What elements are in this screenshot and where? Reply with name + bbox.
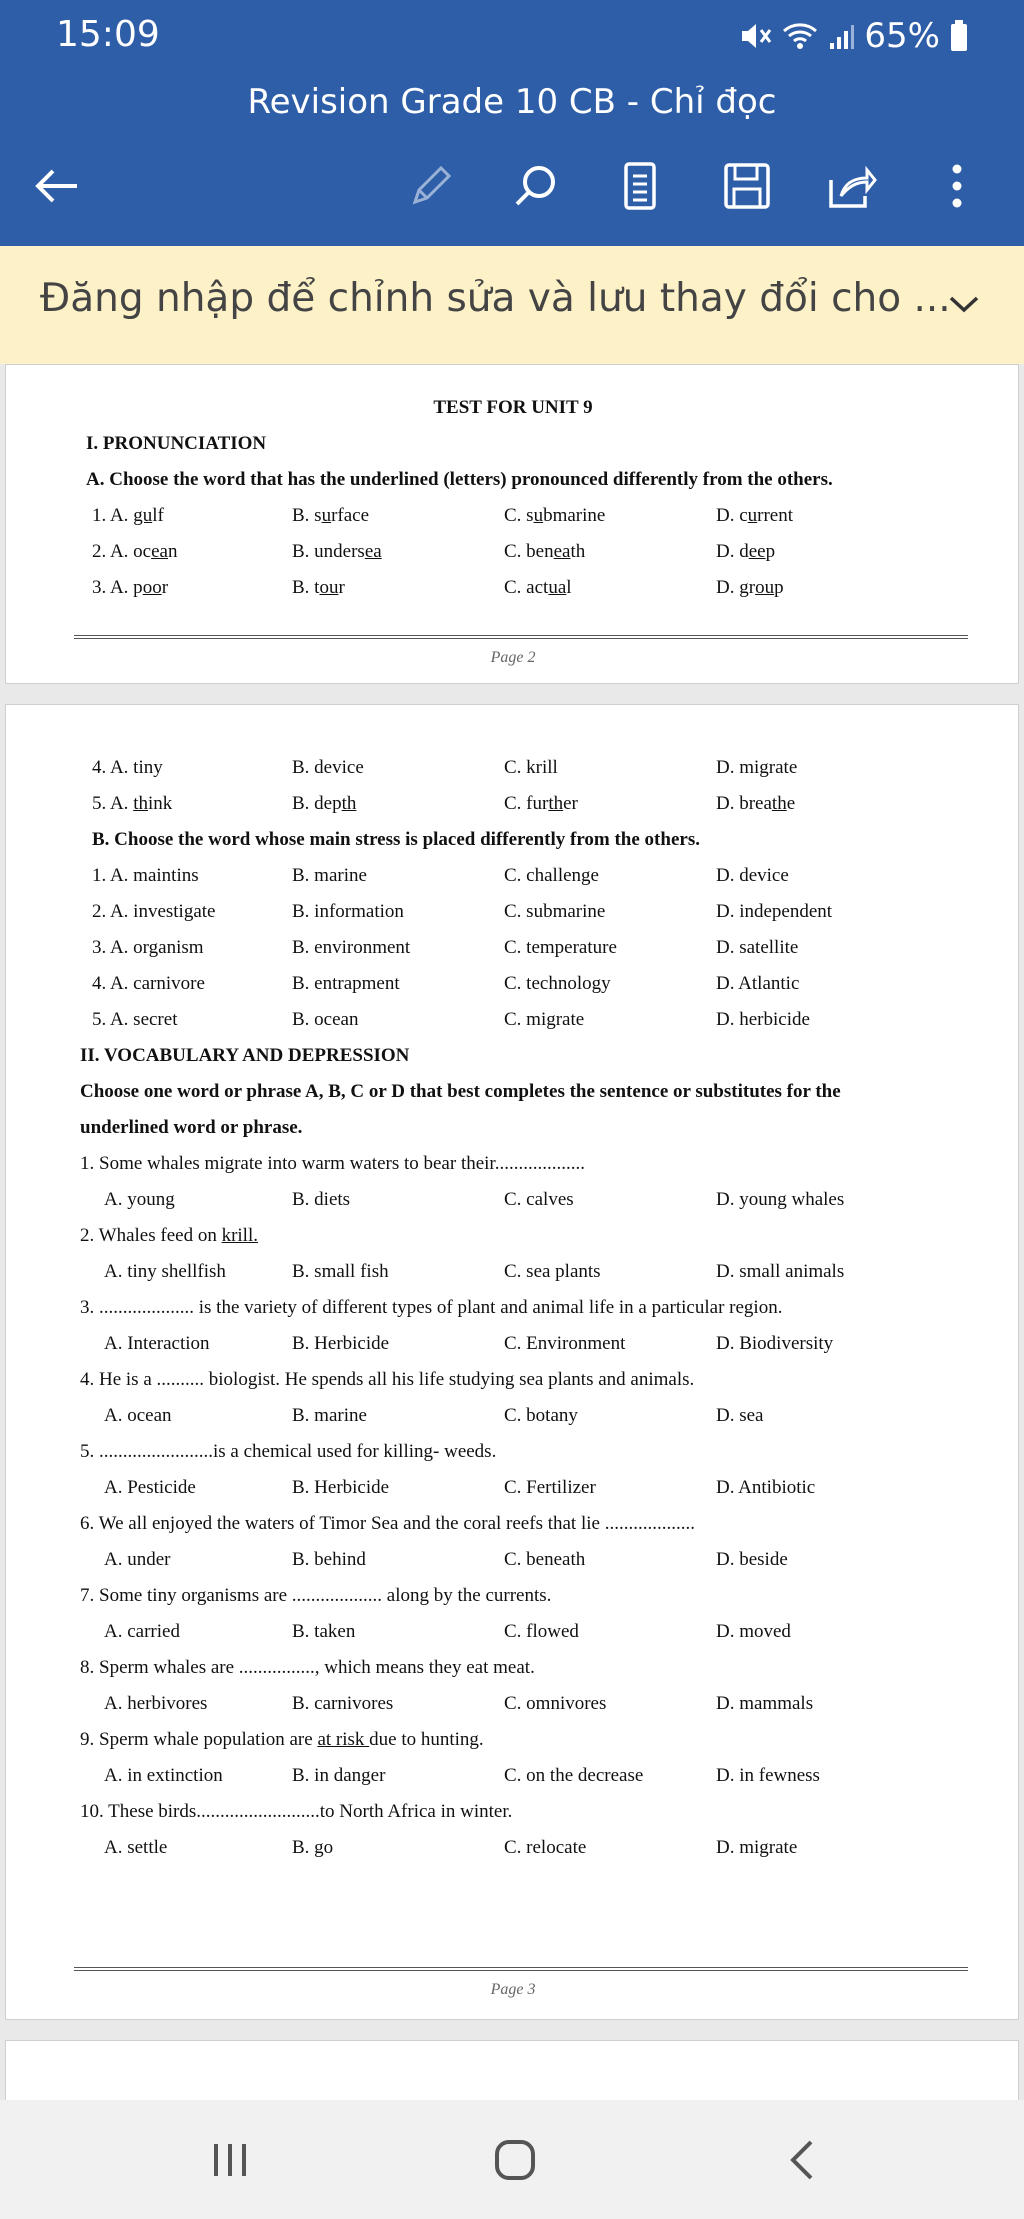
answer-option: B. depth <box>292 793 357 814</box>
answer-option: A. tiny shellfish <box>104 1261 226 1282</box>
banner-expand-button[interactable] <box>934 274 994 334</box>
answer-option: C. sea plants <box>504 1261 601 1282</box>
answer-option: D. migrate <box>716 757 798 778</box>
answer-option: B. tour <box>292 577 345 598</box>
share-icon <box>825 162 877 210</box>
answer-option: C. further <box>504 793 578 814</box>
answer-option: C. temperature <box>504 937 617 958</box>
signal-icon <box>828 21 854 51</box>
answer-option: D. small animals <box>716 1261 845 1282</box>
answer-option: C. relocate <box>504 1837 587 1858</box>
answer-option: C. challenge <box>504 865 599 886</box>
answer-option: A. Pesticide <box>104 1477 196 1498</box>
section-heading: I. PRONUNCIATION <box>86 433 267 454</box>
question-text: 9. Sperm whale population are at risk due to hunting. <box>80 1729 484 1750</box>
answer-option: C. krill <box>504 757 558 778</box>
document-page <box>5 364 1019 684</box>
toolbar <box>0 148 1024 224</box>
page-footer-rule <box>74 1967 968 1971</box>
answer-option: B. Herbicide <box>292 1477 390 1498</box>
battery-percent: 65% <box>864 16 940 56</box>
answer-option: D. current <box>716 505 794 526</box>
answer-option: C. on the decrease <box>504 1765 644 1786</box>
answer-option: D. beside <box>716 1549 788 1570</box>
answer-option: D. mammals <box>716 1693 814 1714</box>
answer-option: B. environment <box>292 937 411 958</box>
answer-option: C. migrate <box>504 1009 585 1030</box>
system-nav-bar <box>0 2100 1024 2219</box>
answer-option: B. in danger <box>292 1765 386 1786</box>
answer-option: 4. A. carnivore <box>92 973 205 994</box>
instruction: B. Choose the word whose main stress is placed differently from the others. <box>92 829 700 850</box>
answer-option: 3. A. poor <box>92 577 169 598</box>
app-bar <box>0 0 1024 246</box>
status-time: 15:09 <box>56 14 160 55</box>
system-back-button[interactable] <box>762 2120 842 2200</box>
answer-option: B. carnivores <box>292 1693 394 1714</box>
answer-option: D. independent <box>716 901 833 922</box>
status-icons <box>738 16 968 56</box>
page-number: Page 3 <box>490 1981 536 1998</box>
answer-option: D. Antibiotic <box>716 1477 816 1498</box>
answer-option: B. undersea <box>292 541 382 562</box>
answer-option: B. small fish <box>292 1261 389 1282</box>
instruction: underlined word or phrase. <box>80 1117 303 1138</box>
answer-option: C. calves <box>504 1189 574 1210</box>
answer-option: C. submarine <box>504 901 606 922</box>
question-text: 7. Some tiny organisms are ................... along by the currents. <box>80 1585 552 1606</box>
answer-option: C. beneath <box>504 1549 586 1570</box>
question-text: 5. ........................is a chemical used for killing- weeds. <box>80 1441 497 1462</box>
more-vertical-icon <box>947 163 967 209</box>
answer-option: D. migrate <box>716 1837 798 1858</box>
answer-option: D. device <box>716 865 789 886</box>
page-number: Page 2 <box>490 649 536 666</box>
answer-option: A. under <box>104 1549 171 1570</box>
search-button[interactable] <box>500 148 570 224</box>
wifi-icon <box>782 21 818 51</box>
search-icon <box>511 162 559 210</box>
answer-option: C. technology <box>504 973 611 994</box>
answer-option: B. marine <box>292 865 367 886</box>
answer-option: C. omnivores <box>504 1693 607 1714</box>
answer-option: C. submarine <box>504 505 606 526</box>
answer-option: B. behind <box>292 1549 366 1570</box>
answer-option: D. Biodiversity <box>716 1333 834 1354</box>
answer-option: D. breathe <box>716 793 796 814</box>
reading-view-button[interactable] <box>605 148 675 224</box>
answer-option: D. herbicide <box>716 1009 810 1030</box>
question-text: 2. Whales feed on krill. <box>80 1225 258 1246</box>
answer-option: D. Atlantic <box>716 973 800 994</box>
answer-option: 3. A. organism <box>92 937 204 958</box>
answer-option: D. group <box>716 577 784 598</box>
question-text: 4. He is a .......... biologist. He spends all his life studying sea plants and animals. <box>80 1369 695 1390</box>
answer-option: C. actual <box>504 577 572 598</box>
test-heading: TEST FOR UNIT 9 <box>433 397 593 418</box>
question-text: 6. We all enjoyed the waters of Timor Sea and the coral reefs that lie ................... <box>80 1513 695 1534</box>
answer-option: B. marine <box>292 1405 367 1426</box>
answer-option: A. in extinction <box>104 1765 223 1786</box>
recent-apps-button[interactable] <box>190 2120 270 2200</box>
answer-option: B. Herbicide <box>292 1333 390 1354</box>
chevron-down-icon <box>948 294 980 314</box>
question-text: 3. .................... is the variety of different types of plant and animal life in a particular region. <box>80 1297 783 1318</box>
answer-option: 4. A. tiny <box>92 757 163 778</box>
status-bar <box>0 0 1024 78</box>
answer-option: C. flowed <box>504 1621 579 1642</box>
edit-button[interactable] <box>396 148 466 224</box>
answer-option: D. satellite <box>716 937 799 958</box>
home-icon <box>493 2138 537 2182</box>
document-view-icon <box>620 160 660 212</box>
sign-in-banner[interactable] <box>0 246 1024 364</box>
answer-option: 2. A. ocean <box>92 541 178 562</box>
answer-option: D. deep <box>716 541 776 562</box>
answer-option: B. go <box>292 1837 334 1858</box>
answer-option: A. settle <box>104 1837 168 1858</box>
page-footer-rule <box>74 635 968 639</box>
document-canvas[interactable] <box>0 364 1024 2100</box>
answer-option: 2. A. investigate <box>92 901 216 922</box>
save-button[interactable] <box>712 148 782 224</box>
recent-apps-icon <box>208 2140 252 2180</box>
answer-option: D. sea <box>716 1405 764 1426</box>
question-text: 10. These birds..........................to North Africa in winter. <box>80 1801 513 1822</box>
mute-icon <box>738 21 772 51</box>
answer-option: B. entrapment <box>292 973 400 994</box>
document-title: Revision Grade 10 CB - Chỉ đọc <box>247 82 777 122</box>
document-page <box>5 704 1019 2020</box>
instruction: A. Choose the word that has the underlined (letters) pronounced differently from the others. <box>86 469 833 490</box>
back-arrow-icon <box>33 166 81 206</box>
answer-option: C. Fertilizer <box>504 1477 596 1498</box>
save-icon <box>722 161 772 211</box>
document-page <box>5 2040 1019 2100</box>
answer-option: C. beneath <box>504 541 586 562</box>
answer-option: D. young whales <box>716 1189 845 1210</box>
answer-option: D. in fewness <box>716 1765 820 1786</box>
share-button[interactable] <box>816 148 886 224</box>
answer-option: C. botany <box>504 1405 578 1426</box>
answer-option: B. diets <box>292 1189 351 1210</box>
battery-icon <box>950 20 968 52</box>
section-heading: II. VOCABULARY AND DEPRESSION <box>80 1045 410 1066</box>
answer-option: A. carried <box>104 1621 180 1642</box>
answer-option: B. information <box>292 901 404 922</box>
answer-option: C. Environment <box>504 1333 626 1354</box>
answer-option: B. device <box>292 757 364 778</box>
answer-option: 5. A. think <box>92 793 173 814</box>
back-button[interactable] <box>22 148 92 224</box>
question-text: 8. Sperm whales are ................, which means they eat meat. <box>80 1657 535 1678</box>
answer-option: A. young <box>104 1189 175 1210</box>
answer-option: B. taken <box>292 1621 356 1642</box>
banner-text: Đăng nhập để chỉnh sửa và lưu thay đổi cho ... <box>40 276 951 321</box>
answer-option: 1. A. gulf <box>92 505 164 526</box>
answer-option: A. herbivores <box>104 1693 208 1714</box>
answer-option: A. ocean <box>104 1405 172 1426</box>
pencil-icon <box>407 162 455 210</box>
back-chevron-icon <box>787 2138 817 2182</box>
question-text: 1. Some whales migrate into warm waters to bear their................... <box>80 1153 585 1174</box>
more-options-button[interactable] <box>922 148 992 224</box>
answer-option: B. ocean <box>292 1009 359 1030</box>
answer-option: 1. A. maintins <box>92 865 199 886</box>
home-button[interactable] <box>475 2120 555 2200</box>
answer-option: A. Interaction <box>104 1333 210 1354</box>
instruction: Choose one word or phrase A, B, C or D that best completes the sentence or substitutes for the <box>80 1081 841 1102</box>
answer-option: D. moved <box>716 1621 791 1642</box>
answer-option: B. surface <box>292 505 370 526</box>
answer-option: 5. A. secret <box>92 1009 178 1030</box>
